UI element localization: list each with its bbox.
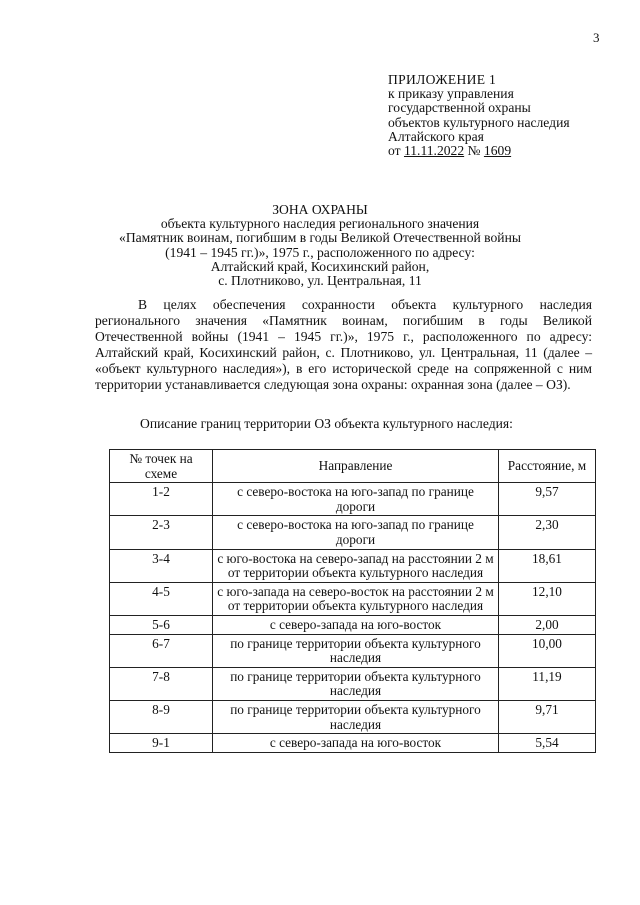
number-prefix: № xyxy=(464,143,484,159)
body-paragraph: В целях обеспечения сохранности объекта культурного наследия регионального значения «Памятник воинам, погибшим в годы Великой Отечественной войны (1941 – 1945 гг.)», 1975 г., расположенного по адресу: Алтайский край, Косихинский район, с. Плотниково, ул. Центральная, 11 (далее – «объект культурного наследия»), в его исторической среде на сопряженной с ним территории устанавливается следующая зона охраны: охранная зона (далее – ОЗ). xyxy=(95,297,592,392)
cell-direction: с северо-востока на юго-запад по границе дороги xyxy=(213,516,499,549)
cell-points: 8-9 xyxy=(110,700,213,733)
zone-title-line: (1941 – 1945 гг.)», 1975 г., расположенного по адресу: xyxy=(165,244,475,260)
table-row xyxy=(110,667,596,700)
appendix-line: Алтайского края xyxy=(388,128,484,144)
table-row xyxy=(110,634,596,667)
cell-points: 7-8 xyxy=(110,667,213,700)
cell-distance: 18,61 xyxy=(499,549,596,582)
appendix-line: к приказу управления xyxy=(388,86,514,102)
table-row xyxy=(110,549,596,582)
header-points: № точек на схеме xyxy=(110,450,213,483)
cell-distance: 10,00 xyxy=(499,634,596,667)
cell-points: 1-2 xyxy=(110,483,213,516)
zone-title-line: Алтайский край, Косихинский район, xyxy=(210,258,430,274)
cell-distance: 12,10 xyxy=(499,582,596,615)
cell-points: 9-1 xyxy=(110,734,213,753)
cell-distance: 9,71 xyxy=(499,700,596,733)
cell-direction: с северо-запада на юго-восток xyxy=(213,615,499,634)
page-number: 3 xyxy=(593,30,600,45)
cell-direction: с юго-востока на северо-запад на расстоянии 2 м от территории объекта культурного наследия xyxy=(213,549,499,582)
cell-direction: с северо-востока на юго-запад по границе дороги xyxy=(213,483,499,516)
zone-title: ЗОНА ОХРАНЫ xyxy=(272,202,368,217)
cell-distance: 2,00 xyxy=(499,615,596,634)
header-direction: Направление xyxy=(213,450,499,483)
cell-distance: 9,57 xyxy=(499,483,596,516)
zone-heading xyxy=(0,203,640,288)
order-date: 11.11.2022 xyxy=(403,143,465,159)
cell-points: 6-7 xyxy=(110,634,213,667)
cell-direction: по границе территории объекта культурного наследия xyxy=(213,634,499,667)
table-row xyxy=(110,615,596,634)
cell-distance: 5,54 xyxy=(499,734,596,753)
boundary-table xyxy=(109,449,596,753)
appendix-line: объектов культурного наследия xyxy=(388,114,570,130)
header-distance: Расстояние, м xyxy=(499,450,596,483)
table-caption: Описание границ территории ОЗ объекта культурного наследия: xyxy=(140,416,513,431)
table-row xyxy=(110,516,596,549)
appendix-title: ПРИЛОЖЕНИЕ 1 xyxy=(388,72,497,87)
appendix-date-line xyxy=(388,144,570,158)
cell-distance: 2,30 xyxy=(499,516,596,549)
zone-title-line: с. Плотниково, ул. Центральная, 11 xyxy=(218,273,422,289)
cell-points: 3-4 xyxy=(110,549,213,582)
zone-title-line: «Памятник воинам, погибшим в годы Великой Отечественной войны xyxy=(119,230,521,246)
table-row xyxy=(110,582,596,615)
cell-direction: по границе территории объекта культурного наследия xyxy=(213,667,499,700)
cell-direction: с северо-запада на юго-восток xyxy=(213,734,499,753)
cell-distance: 11,19 xyxy=(499,667,596,700)
table-row xyxy=(110,734,596,753)
table-row xyxy=(110,700,596,733)
appendix-line: государственной охраны xyxy=(388,100,531,116)
appendix-block xyxy=(388,73,570,158)
table-header-row xyxy=(110,450,596,483)
date-prefix: от xyxy=(388,143,404,159)
table-row xyxy=(110,483,596,516)
cell-direction: по границе территории объекта культурного наследия xyxy=(213,700,499,733)
cell-points: 5-6 xyxy=(110,615,213,634)
cell-direction: с юго-запада на северо-восток на расстоянии 2 м от территории объекта культурного наследия xyxy=(213,582,499,615)
cell-points: 4-5 xyxy=(110,582,213,615)
zone-title-line: объекта культурного наследия регионального значения xyxy=(160,216,480,232)
cell-points: 2-3 xyxy=(110,516,213,549)
order-number: 1609 xyxy=(483,143,512,159)
